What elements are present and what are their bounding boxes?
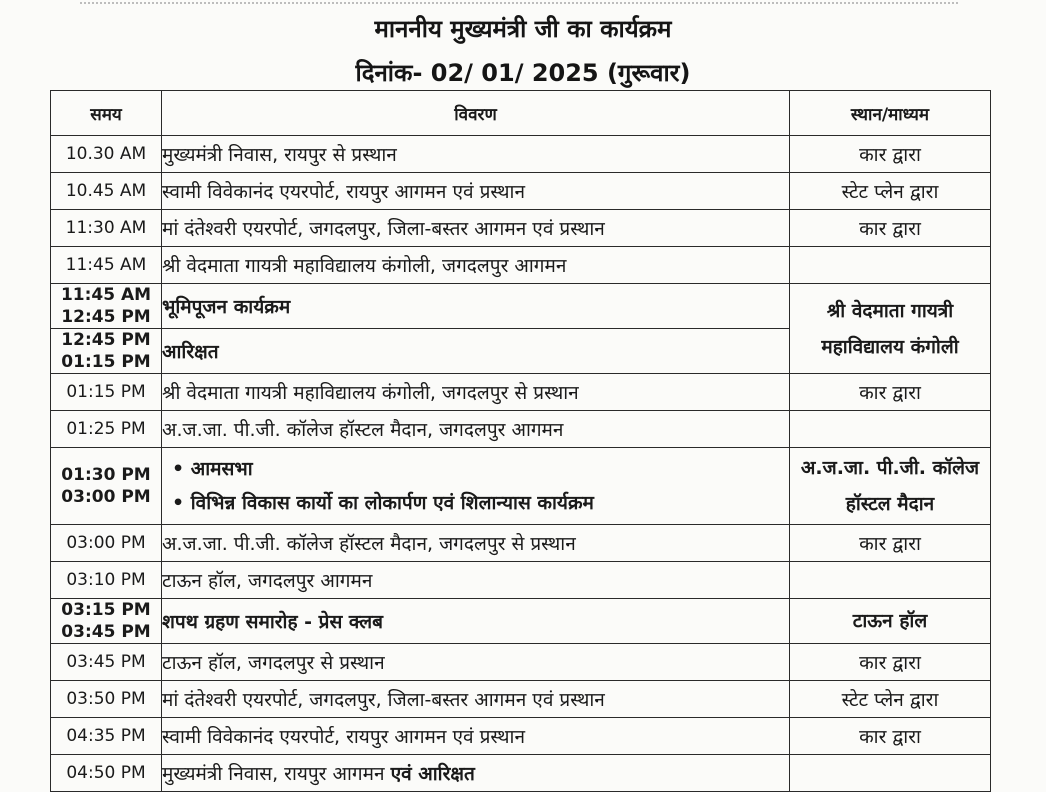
- time-cell: 10.30 AM: [51, 136, 162, 173]
- time-end: 03:45 PM: [61, 622, 151, 642]
- details-cell: श्री वेदमाता गायत्री महाविद्यालय कंगोली, जगदलपुर आगमन: [162, 247, 790, 284]
- table-row: [51, 448, 991, 525]
- details-cell: मुख्यमंत्री निवास, रायपुर से प्रस्थान: [162, 136, 790, 173]
- date-line: दिनांक- 02/ 01/ 2025 (गुरूवार): [355, 59, 691, 87]
- table-header-row: [51, 91, 991, 136]
- column-header-details: विवरण: [162, 91, 790, 136]
- time-cell: 03:45 PM: [51, 644, 162, 681]
- place-cell: टाऊन हॉल: [790, 599, 991, 644]
- time-cell: 03:00 PM: [51, 525, 162, 562]
- time-end: 12:45 PM: [61, 307, 151, 327]
- time-cell: 03:10 PM: [51, 562, 162, 599]
- details-cell: [162, 448, 790, 525]
- time-range-cell: [51, 599, 162, 644]
- details-cell: आरिक्षत: [162, 329, 790, 374]
- time-start: 01:30 PM: [61, 465, 151, 485]
- page-title: माननीय मुख्यमंत्री जी का कार्यक्रम: [374, 15, 672, 43]
- time-cell: 04:50 PM: [51, 755, 162, 792]
- details-cell: अ.ज.जा. पी.जी. कॉलेज हॉस्टल मैदान, जगदलपुर से प्रस्थान: [162, 525, 790, 562]
- place-cell: कार द्वारा: [790, 525, 991, 562]
- table-row: [51, 525, 991, 562]
- time-cell: 11:30 AM: [51, 210, 162, 247]
- details-cell: स्वामी विवेकानंद एयरपोर्ट, रायपुर आगमन एवं प्रस्थान: [162, 173, 790, 210]
- bullet-item: • विभिन्न विकास कार्यो का लोकार्पण एवं शिलान्यास कार्यक्रम: [172, 492, 594, 514]
- place-cell: कार द्वारा: [790, 136, 991, 173]
- place-cell: कार द्वारा: [790, 374, 991, 411]
- time-end: 03:00 PM: [61, 487, 151, 507]
- details-cell: अ.ज.जा. पी.जी. कॉलेज हॉस्टल मैदान, जगदलपुर आगमन: [162, 411, 790, 448]
- details-cell: श्री वेदमाता गायत्री महाविद्यालय कंगोली, जगदलपुर से प्रस्थान: [162, 374, 790, 411]
- details-cell: टाऊन हॉल, जगदलपुर से प्रस्थान: [162, 644, 790, 681]
- table-row: [51, 136, 991, 173]
- table-row: [51, 374, 991, 411]
- time-start: 03:15 PM: [61, 600, 151, 620]
- table-row: [51, 210, 991, 247]
- place-cell: [790, 411, 991, 448]
- time-end: 01:15 PM: [61, 352, 151, 372]
- details-cell: मां दंतेश्वरी एयरपोर्ट, जगदलपुर, जिला-बस्तर आगमन एवं प्रस्थान: [162, 210, 790, 247]
- table-row: [51, 681, 991, 718]
- table-row: [51, 755, 991, 792]
- time-cell: 11:45 AM: [51, 247, 162, 284]
- bullet-item: • आमसभा: [172, 458, 253, 480]
- column-header-place: स्थान/माध्यम: [790, 91, 991, 136]
- merged-place-cell: श्री वेदमाता गायत्री महाविद्यालय कंगोली: [790, 284, 991, 374]
- time-range-cell: [51, 284, 162, 329]
- time-range-cell: [51, 329, 162, 374]
- time-range-cell: [51, 448, 162, 525]
- place-cell: [790, 247, 991, 284]
- place-cell: स्टेट प्लेन द्वारा: [790, 681, 991, 718]
- place-cell: [790, 562, 991, 599]
- table-row: [51, 411, 991, 448]
- place-cell: [790, 755, 991, 792]
- details-text: मुख्यमंत्री निवास, रायपुर आगमन: [162, 763, 391, 785]
- place-cell: स्टेट प्लेन द्वारा: [790, 173, 991, 210]
- table-row: [51, 562, 991, 599]
- time-cell: 01:15 PM: [51, 374, 162, 411]
- details-cell: [162, 755, 790, 792]
- time-cell: 04:35 PM: [51, 718, 162, 755]
- table-row: [51, 644, 991, 681]
- place-cell: कार द्वारा: [790, 718, 991, 755]
- time-cell: 10.45 AM: [51, 173, 162, 210]
- column-header-time: समय: [51, 91, 162, 136]
- details-cell: शपथ ग्रहण समारोह - प्रेस क्लब: [162, 599, 790, 644]
- table-row: [51, 599, 991, 644]
- table-row: [51, 718, 991, 755]
- table-row: [51, 173, 991, 210]
- details-cell: स्वामी विवेकानंद एयरपोर्ट, रायपुर आगमन एवं प्रस्थान: [162, 718, 790, 755]
- place-cell: कार द्वारा: [790, 644, 991, 681]
- details-cell: टाऊन हॉल, जगदलपुर आगमन: [162, 562, 790, 599]
- schedule-table: [50, 90, 991, 792]
- details-text-bold: एवं आरिक्षत: [390, 763, 475, 785]
- details-cell: भूमिपूजन कार्यक्रम: [162, 284, 790, 329]
- time-cell: 01:25 PM: [51, 411, 162, 448]
- details-cell: मां दंतेश्वरी एयरपोर्ट, जगदलपुर, जिला-बस्तर आगमन एवं प्रस्थान: [162, 681, 790, 718]
- place-cell: अ.ज.जा. पी.जी. कॉलेज हॉस्टल मैदान: [790, 448, 991, 525]
- time-cell: 03:50 PM: [51, 681, 162, 718]
- time-start: 11:45 AM: [60, 285, 152, 305]
- table-row: [51, 247, 991, 284]
- time-start: 12:45 PM: [61, 330, 151, 350]
- top-dotted-border: [80, 2, 958, 4]
- place-cell: कार द्वारा: [790, 210, 991, 247]
- table-row: [51, 284, 991, 329]
